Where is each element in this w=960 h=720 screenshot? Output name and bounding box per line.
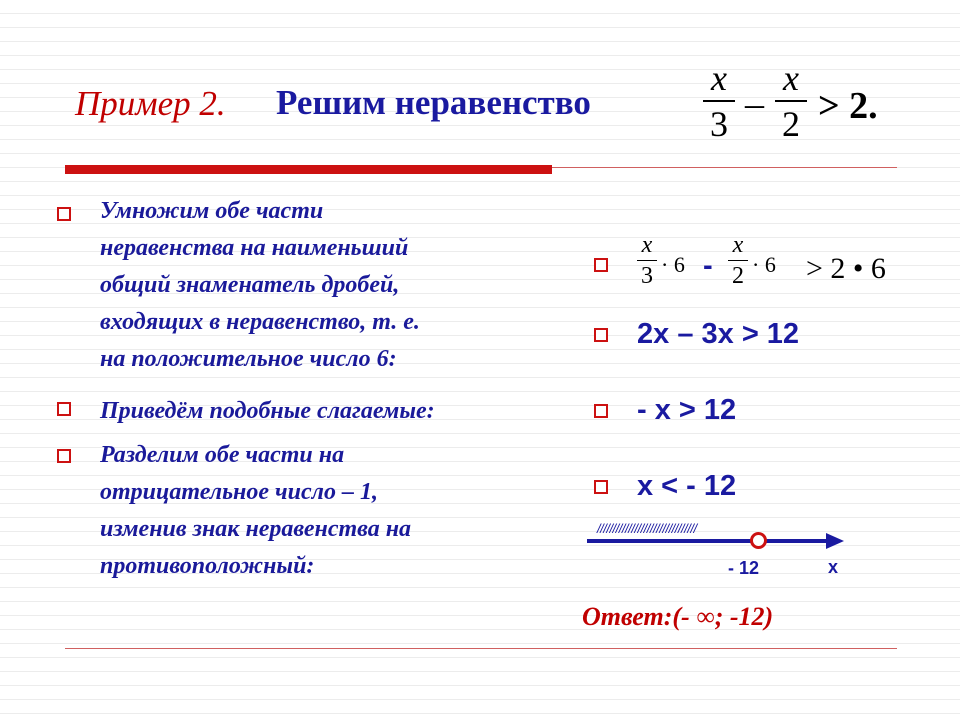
- number-line-point-label: - 12: [728, 558, 760, 578]
- page-title: Решим неравенство: [276, 83, 591, 122]
- math-row3: - x > 12: [637, 394, 737, 426]
- bullet-icon: [594, 328, 608, 342]
- multiply-by-6: · 6: [752, 252, 776, 277]
- step-divide-text: [100, 437, 411, 585]
- number-line-axis: [587, 539, 827, 543]
- step-line: отрицательное число – 1,: [100, 479, 378, 505]
- title-minus-sign: –: [745, 83, 764, 125]
- math-row4: x < - 12: [637, 470, 737, 502]
- title-underline-bar: [65, 165, 552, 174]
- fraction-denominator: 2: [732, 263, 744, 289]
- fraction-numerator: x: [732, 232, 744, 258]
- title-rhs: > 2.: [818, 85, 878, 127]
- open-point-marker: [750, 532, 767, 549]
- number-line-axis-label: x: [828, 557, 839, 577]
- multiply-by-6: · 6: [661, 252, 685, 277]
- fraction-bar: [703, 100, 735, 102]
- math-row1-rhs: > 2 • 6: [806, 252, 886, 285]
- bullet-icon: [594, 480, 608, 494]
- fraction-bar: [728, 260, 748, 261]
- step-combine-text: [100, 393, 435, 430]
- fraction-denominator: 3: [710, 104, 728, 144]
- bullet-icon: [57, 449, 71, 463]
- math-fraction-x-over-2: [728, 232, 748, 289]
- number-line-hatching: ////////////////////////////////: [597, 521, 697, 536]
- step-line: Приведём подобные слагаемые:: [100, 398, 435, 424]
- title-divider-line: [552, 167, 897, 168]
- step-line: на положительное число 6:: [100, 346, 397, 372]
- step-line: Умножим обе части: [100, 198, 324, 224]
- fraction-denominator: 2: [782, 104, 800, 144]
- fraction-denominator: 3: [641, 263, 653, 289]
- step-line: изменив знак неравенства на: [100, 516, 412, 542]
- bullet-icon: [594, 404, 608, 418]
- fraction-bar: [775, 100, 807, 102]
- example-label: Пример 2.: [75, 84, 226, 123]
- title-fraction-x-over-3: [703, 58, 735, 144]
- fraction-bar: [637, 260, 657, 261]
- step-line: общий знаменатель дробей,: [100, 272, 400, 298]
- math-fraction-x-over-3: [637, 232, 657, 289]
- step-line: противоположный:: [100, 553, 315, 579]
- math-row2: 2x – 3x > 12: [637, 318, 800, 350]
- answer-text: Ответ:(- ∞; -12): [582, 602, 774, 631]
- bullet-icon: [57, 402, 71, 416]
- fraction-numerator: x: [711, 58, 727, 98]
- bullet-icon: [594, 258, 608, 272]
- bullet-icon: [57, 207, 71, 221]
- footer-divider-line: [65, 648, 897, 649]
- arrow-right-icon: [826, 533, 844, 549]
- step-line: Разделим обе части на: [100, 442, 345, 468]
- step-line: входящих в неравенство, т. е.: [100, 309, 420, 335]
- math-minus-sign: -: [703, 250, 713, 282]
- step-line: неравенства на наименьший: [100, 235, 409, 261]
- fraction-numerator: x: [783, 58, 799, 98]
- fraction-numerator: x: [641, 232, 653, 258]
- title-fraction-x-over-2: [775, 58, 807, 144]
- step-multiply-text: [100, 193, 420, 378]
